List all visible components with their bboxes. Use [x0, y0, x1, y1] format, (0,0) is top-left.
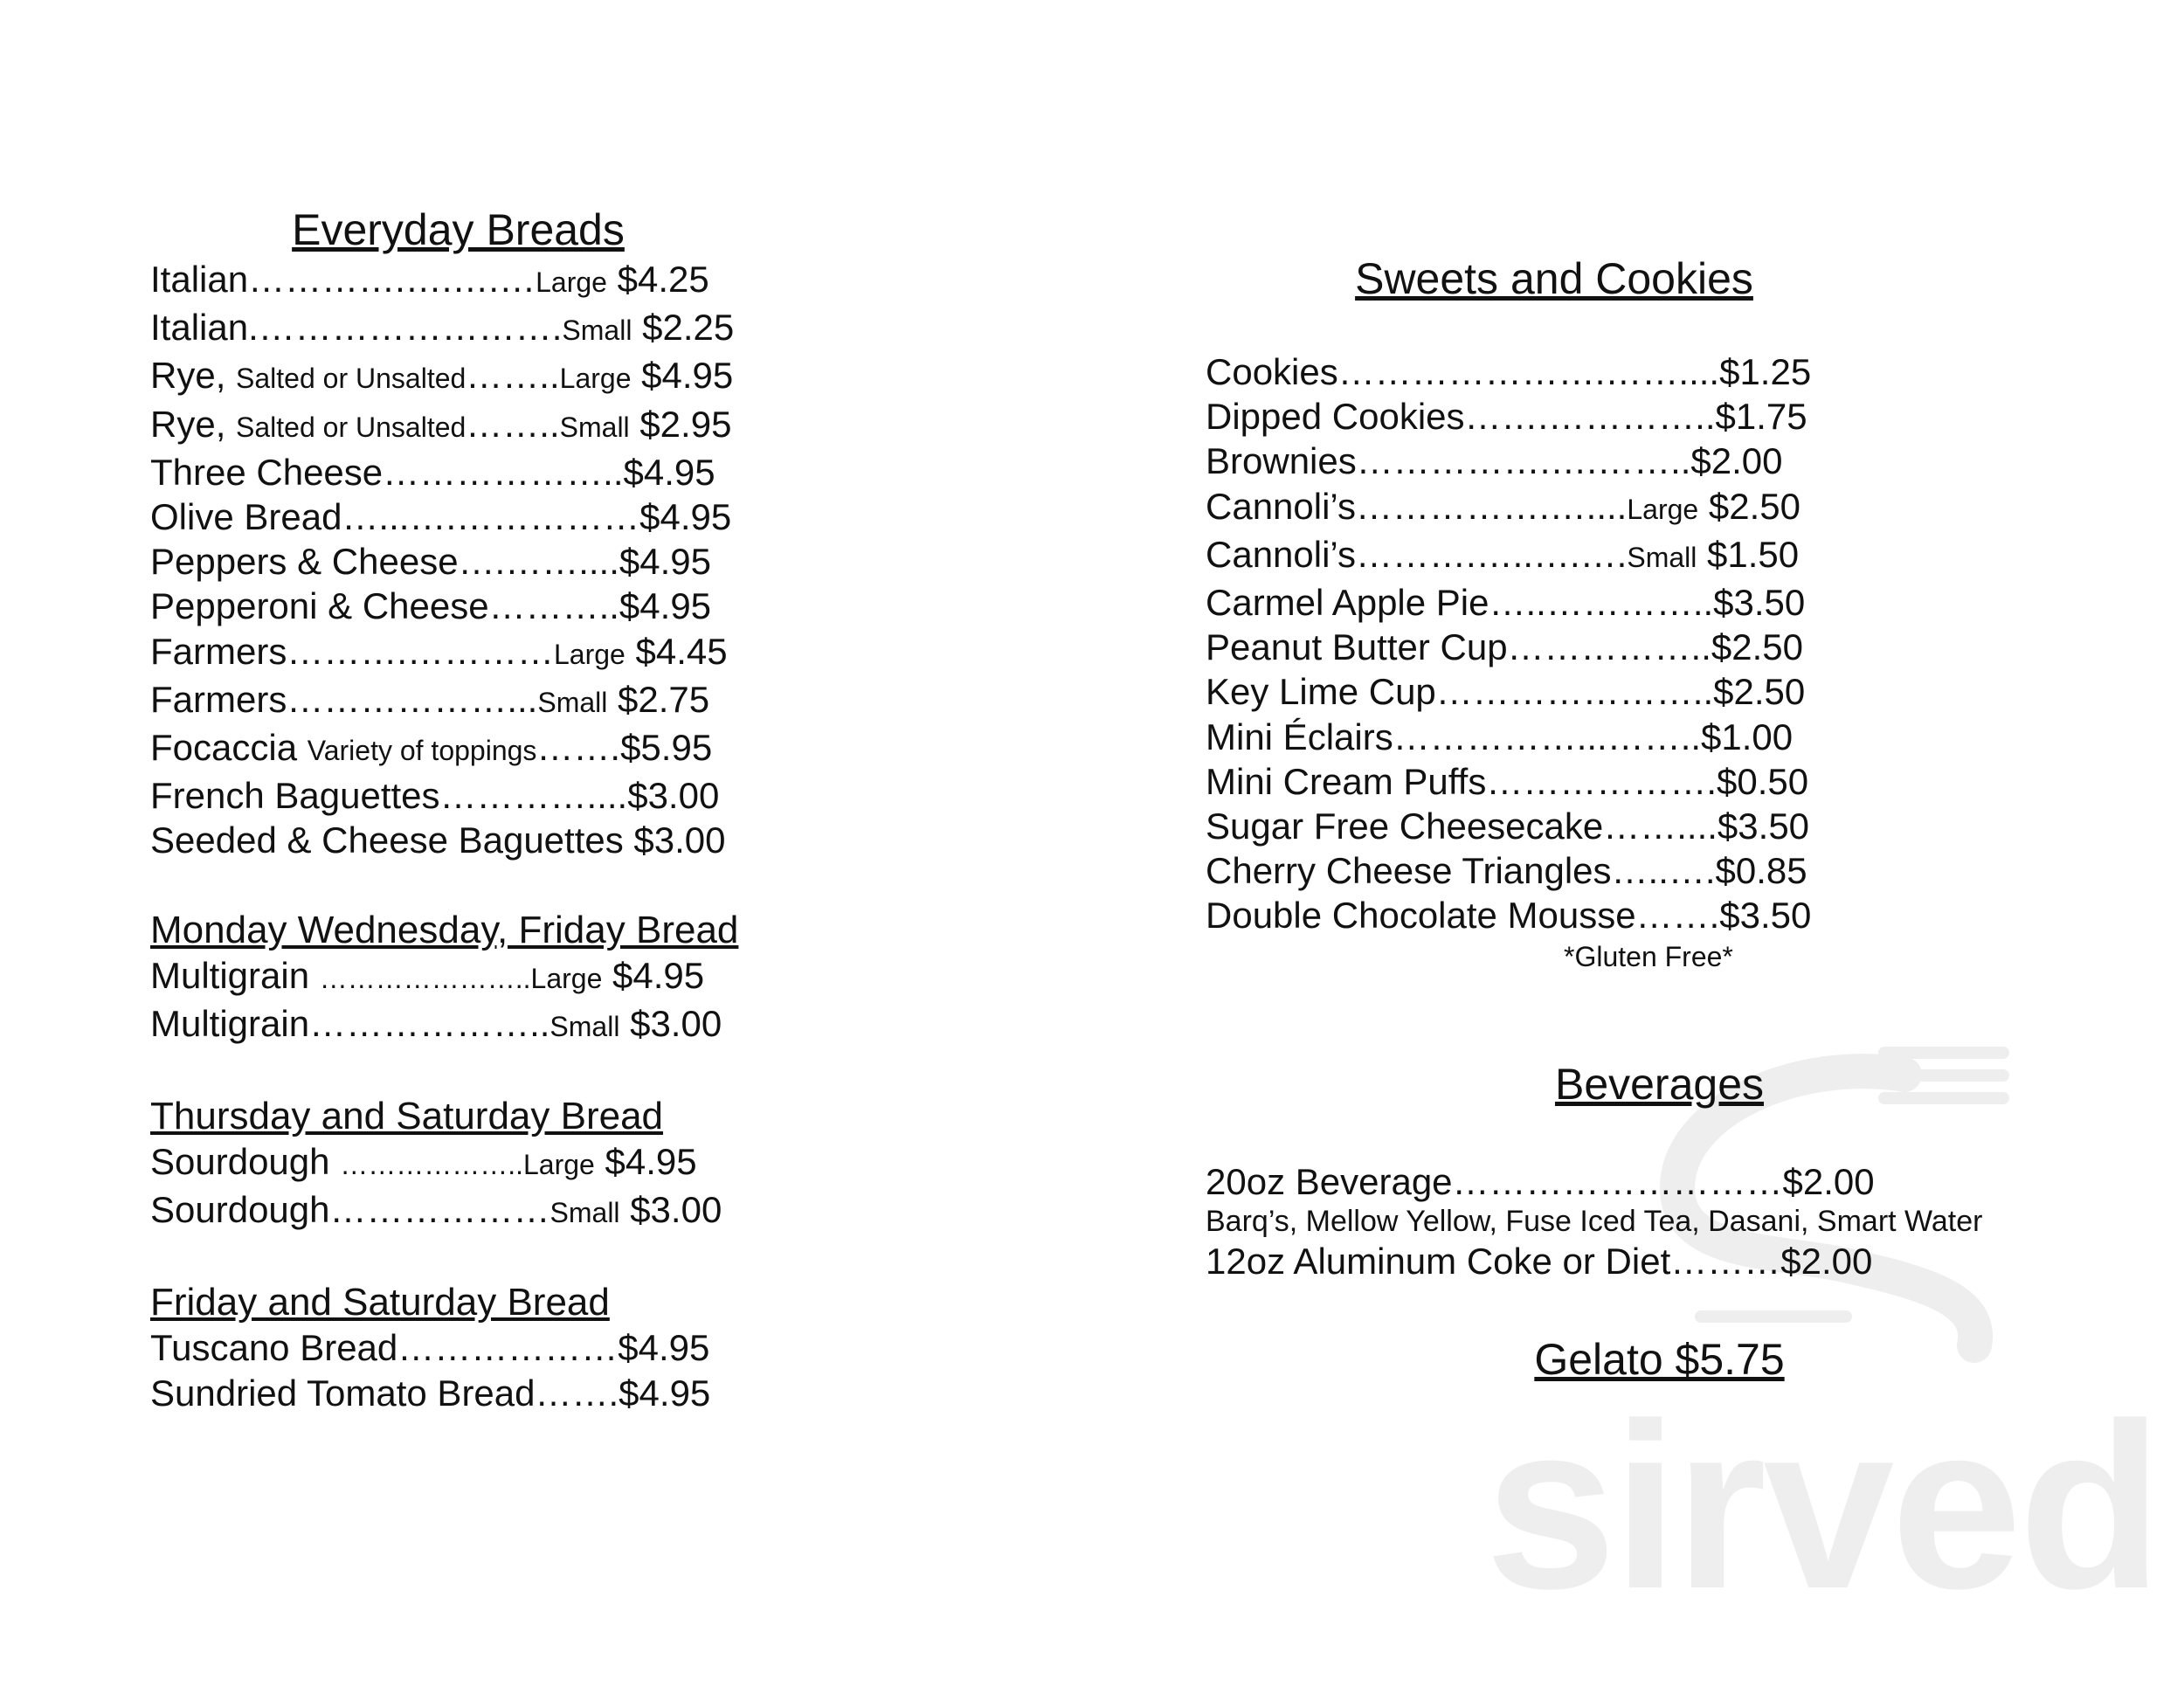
menu-item: 20oz Beverage………………………$2.00 [1206, 1161, 1875, 1202]
menu-item: 12oz Aluminum Coke or Diet………$2.00 [1206, 1241, 1873, 1283]
menu-item: Seeded & Cheese Baguettes $3.00 [150, 819, 726, 861]
everyday-breads-title: Everyday Breads [292, 205, 625, 254]
menu-item: Cannoli’s…………….…....Large $2.50 [1206, 485, 1800, 527]
menu-item: Farmers………………...Small $2.75 [150, 678, 710, 720]
menu-item: Dipped Cookies…….…………..$1.75 [1206, 396, 1807, 438]
menu-item: Multigrain …………………..Large $4.95 [150, 954, 705, 996]
beverage-options: Barq’s, Mellow Yellow, Fuse Iced Tea, Dasani, Smart Water [1206, 1205, 1983, 1239]
menu-item: Cherry Cheese Triangles…..….$0.85 [1206, 850, 1807, 892]
menu-item: Farmers……….…………Large $4.45 [150, 630, 728, 672]
menu-item: Tuscano Bread………………$4.95 [150, 1327, 710, 1369]
mwf-bread-title: Monday Wednesday, Friday Bread [150, 908, 739, 951]
left-column [150, 203, 936, 1415]
sweets-list [1206, 349, 2079, 975]
menu-item: Multigrain………………..Small $3.00 [150, 1002, 722, 1044]
menu-item: Pepperoni & Cheese………..$4.95 [150, 585, 712, 627]
menu-item: Carmel Apple Pie…..…………..$3.50 [1206, 582, 1806, 624]
menu-item: Cookies………………….……....$1.25 [1206, 351, 1812, 392]
sweets-cookies-title: Sweets and Cookies [1355, 254, 1753, 303]
right-column [1206, 252, 2079, 975]
menu-item: Italian………….….….…Large $4.25 [150, 259, 709, 300]
menu-item: Sugar Free Cheesecake……....$3.50 [1206, 805, 1810, 847]
gelato-title: Gelato $5.75 [1534, 1335, 1785, 1384]
friday-saturday-title: Friday and Saturday Bread [150, 1281, 610, 1324]
gluten-free-note: *Gluten Free* [1564, 940, 1733, 972]
everyday-breads-list [150, 257, 936, 863]
menu-item: Cannoli’s……….…..….….Small $1.50 [1206, 533, 1800, 575]
menu-item: Sourdough ………………..Large $4.95 [150, 1141, 697, 1183]
menu-item: Rye, Salted or Unsalted……..Small $2.95 [150, 403, 732, 445]
menu-item: Rye, Salted or Unsalted……..Large $4.95 [150, 355, 734, 397]
menu-item: French Baguettes…………....$3.00 [150, 775, 720, 817]
menu-item: Sourdough………………Small $3.00 [150, 1189, 722, 1231]
watermark-text: sirved [1485, 1375, 2160, 1638]
beverages-list [1206, 1159, 1982, 1283]
menu-item: Double Chocolate Mousse…….$3.50 [1206, 895, 1812, 937]
menu-item: Three Cheese………………..$4.95 [150, 451, 715, 493]
menu-item: Key Lime Cup…………………..$2.50 [1206, 671, 1806, 713]
menu-item: Olive Bread…...….……………$4.95 [150, 496, 732, 538]
menu-item: Focaccia Variety of toppings…….$5.95 [150, 727, 713, 769]
menu-item: Peanut Butter Cup……………..$2.50 [1206, 626, 1803, 668]
menu-item: Mini Éclairs……………...……..$1.00 [1206, 716, 1794, 757]
menu-item: Peppers & Cheese….……....$4.95 [150, 541, 711, 583]
beverages-title: Beverages [1554, 1060, 1765, 1109]
menu-item: Italian.…………………….Small $2.25 [150, 307, 735, 349]
menu-item: Sundried Tomato Bread…….$4.95 [150, 1372, 711, 1414]
thursday-saturday-title: Thursday and Saturday Bread [150, 1095, 664, 1138]
menu-item: Brownies…………….….……..$2.00 [1206, 440, 1783, 482]
menu-item: Mini Cream Puffs……………….$0.50 [1206, 760, 1809, 802]
